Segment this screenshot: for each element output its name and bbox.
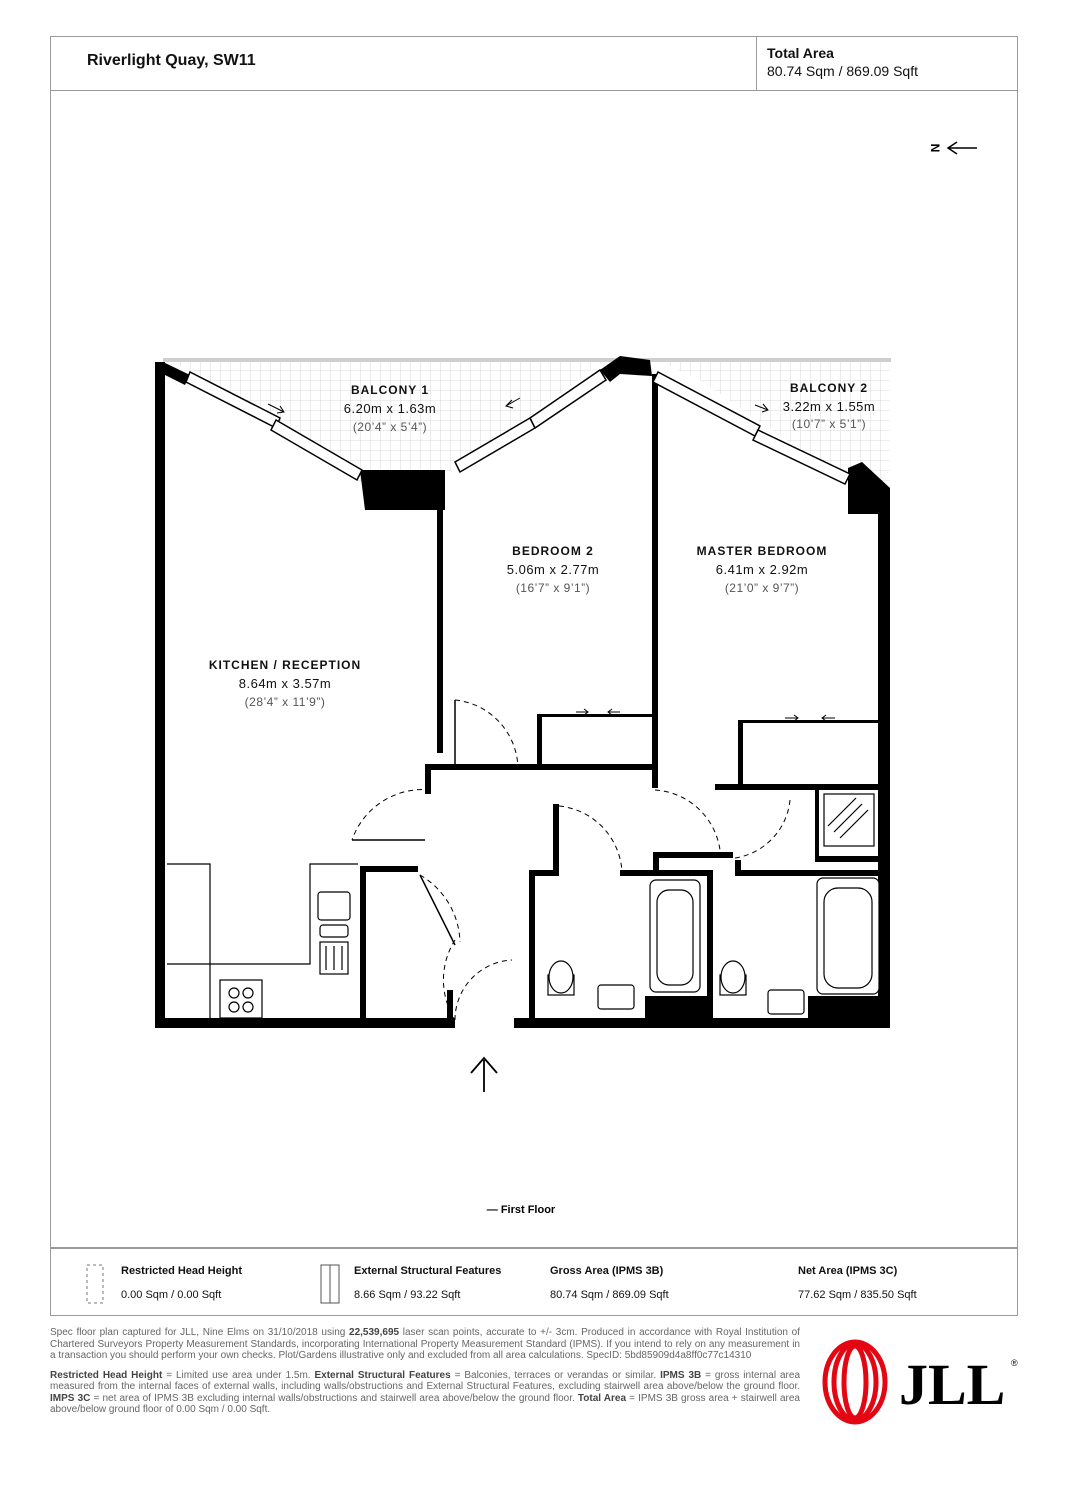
master-bedroom-imperial: (21’0” x 9’7”): [724, 581, 800, 595]
bathroom-fixtures: [548, 794, 879, 1014]
area-legend: [50, 1248, 1018, 1316]
legend-external-value: 8.66 Sqm / 93.22 Sqft: [354, 1289, 461, 1301]
kitchen-units: [167, 864, 358, 1018]
legend-gross-label: Gross Area (IPMS 3B): [550, 1265, 664, 1277]
legend-net-label: Net Area (IPMS 3C): [798, 1265, 898, 1277]
property-title: Riverlight Quay, SW11: [87, 52, 256, 69]
legend-net-value: 77.62 Sqm / 835.50 Sqft: [798, 1289, 917, 1301]
compass-north-label: N: [927, 143, 942, 153]
floor-label: — First Floor: [486, 1204, 556, 1216]
master-bedroom-name: MASTER BEDROOM: [696, 544, 828, 558]
jll-logo: [815, 1338, 1025, 1428]
kitchen-reception-imperial: (28’4” x 11’9”): [244, 695, 326, 709]
balcony-1-metric: 6.20m x 1.63m: [343, 401, 437, 416]
disclaimer-definitions-paragraph: Restricted Head Height = Limited use area under 1.5m. External Structural Features = Balconies, terraces or verandas or similar. IPMS 3B = gross internal area measured from the internal faces of external walls, including walls/obstructions and External Structural Features, excluding stairwell area above/below the ground floor. IMPS 3C = net area of IPMS 3B excluding internal walls/obstructions and stairwell area above/below the ground floor. Total Area = IPMS 3B gross area + stairwell area above/below ground floor of 0.00 Sqm / 0.00 Sqft.: [50, 1369, 801, 1415]
bedroom-2-imperial: (16’7” x 9’1”): [515, 581, 591, 595]
master-bedroom-metric: 6.41m x 2.92m: [715, 562, 809, 577]
bedroom-2-name: BEDROOM 2: [512, 544, 594, 558]
disclaimer: [50, 1327, 800, 1424]
total-area-value: 80.74 Sqm / 869.09 Sqft: [767, 63, 918, 79]
jll-wordmark: JLL: [899, 1352, 1006, 1417]
registered-mark: ®: [1011, 1358, 1018, 1368]
disclaimer-capture-paragraph: Spec floor plan captured for JLL, Nine Elms on 31/10/2018 using 22,539,695 laser scan points, accurate to +/- 3cm. Produced in accordance with Royal Institution of Chartered Surveyors Property Measurement Standards, incorporating International Property Measurement Standard (IPMS). If you intend to rely on any measurement in a transaction you should perform your own checks. Plot/Gardens illustrative only and excluded from all area calculations. SpecID: 5bd85909d4a8ff0c77c14310: [50, 1327, 800, 1361]
kitchen-reception-name: KITCHEN / RECEPTION: [208, 658, 362, 672]
balcony-1-name: BALCONY 1: [350, 383, 430, 397]
kitchen-reception-metric: 8.64m x 3.57m: [238, 676, 332, 691]
jll-logo-mark-icon: [825, 1342, 885, 1422]
balcony-2-metric: 3.22m x 1.55m: [782, 399, 876, 414]
entrance-arrow-icon: [471, 1058, 497, 1092]
total-area-label: Total Area: [767, 45, 834, 61]
restricted-head-height-icon: [85, 1263, 105, 1305]
legend-external-label: External Structural Features: [354, 1265, 502, 1277]
balcony-2-name: BALCONY 2: [789, 381, 869, 395]
external-structural-features-icon: [319, 1263, 341, 1305]
balcony-1-imperial: (20’4” x 5’4”): [352, 420, 428, 434]
compass-arrow-icon: [948, 142, 977, 154]
legend-restricted-value: 0.00 Sqm / 0.00 Sqft: [121, 1289, 222, 1301]
balcony-2-imperial: (10’7” x 5’1”): [791, 417, 867, 431]
bedroom-2-metric: 5.06m x 2.77m: [506, 562, 600, 577]
legend-restricted-label: Restricted Head Height: [121, 1265, 243, 1277]
legend-gross-value: 80.74 Sqm / 869.09 Sqft: [550, 1289, 669, 1301]
